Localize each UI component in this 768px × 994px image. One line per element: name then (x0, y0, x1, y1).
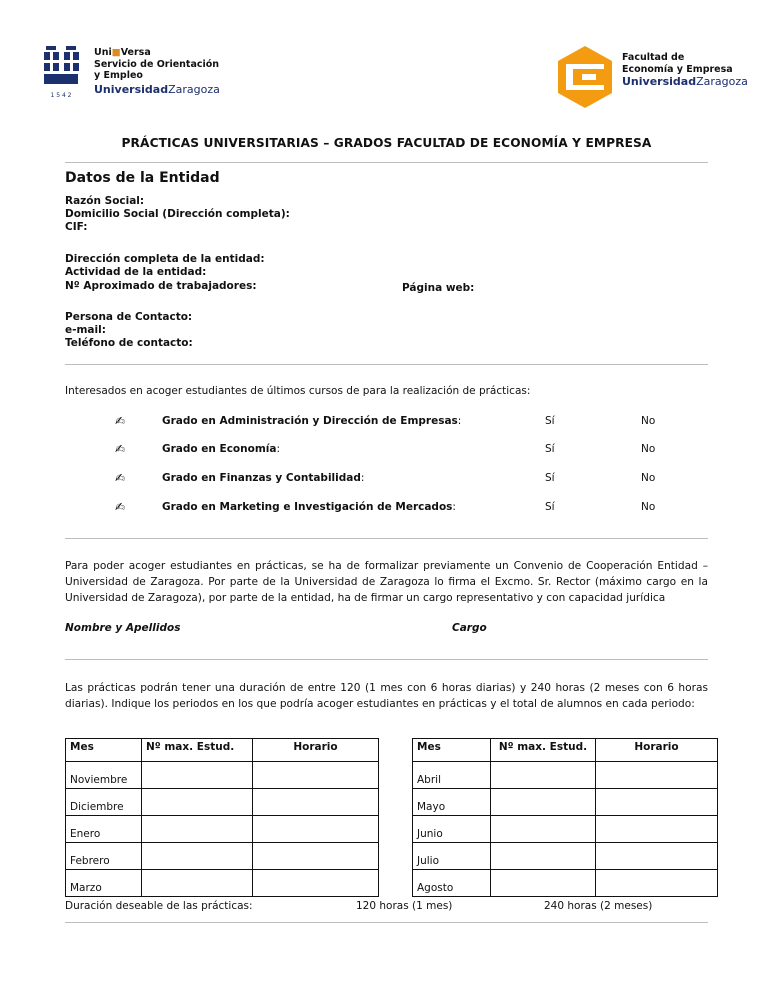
schedule-cell[interactable] (253, 843, 379, 870)
field-direccion: Dirección completa de la entidad: (65, 253, 265, 265)
option-no[interactable]: No (641, 472, 656, 484)
degree-row (115, 415, 675, 431)
cargo-label: Cargo (452, 622, 487, 634)
signature-labels (65, 622, 708, 634)
faculty-logo-text (622, 52, 748, 88)
field-telefono: Teléfono de contacto: (65, 337, 193, 349)
option-yes[interactable]: Sí (545, 443, 555, 455)
left-university-name: UniversidadZaragoza (94, 82, 220, 96)
divider (65, 364, 708, 365)
universa-line2: Servicio de Orientación (94, 58, 220, 70)
faculty-logo-icon (556, 44, 614, 110)
option-no[interactable]: No (641, 443, 656, 455)
max-students-cell[interactable] (142, 816, 253, 843)
svg-text:1 5 4 2: 1 5 4 2 (50, 92, 72, 99)
max-students-cell[interactable] (491, 762, 596, 789)
max-students-cell[interactable] (491, 870, 596, 897)
month-label: Marzo (66, 870, 142, 897)
schedule-cell[interactable] (253, 789, 379, 816)
header-mes: Mes (66, 739, 142, 762)
duration-label: Duración deseable de las prácticas: (65, 900, 253, 912)
right-university-name: UniversidadZaragoza (622, 75, 748, 88)
universa-line3: y Empleo (94, 70, 143, 81)
checkbox-icon[interactable]: ✍ (115, 414, 126, 428)
faculty-line2: Economía y Empresa (622, 64, 733, 75)
header-horario: Horario (253, 739, 379, 762)
universa-logo-text (94, 47, 220, 95)
schedule-cell[interactable] (596, 816, 718, 843)
interest-intro: Interesados en acoger estudiantes de últimos cursos de para la realización de prácticas: (65, 385, 531, 397)
divider (65, 162, 708, 163)
duration-option-2[interactable]: 240 horas (2 meses) (544, 900, 653, 912)
max-students-cell[interactable] (491, 843, 596, 870)
month-label: Junio (413, 816, 491, 843)
field-domicilio: Domicilio Social (Dirección completa): (65, 208, 290, 220)
divider (65, 659, 708, 660)
faculty-line1: Facultad de (622, 52, 685, 63)
month-label: Febrero (66, 843, 142, 870)
degree-name: Grado en Economía: (162, 443, 280, 455)
agreement-paragraph: Para poder acoger estudiantes en prácticas, se ha de formalizar previamente un Convenio de Cooperación Entidad – Universidad de Zaragoza. Por parte de la Universidad de Zaragoza lo firma el Excmo. Sr. Rector (máximo cargo en la Universidad de Zaragoza), por parte de la entidad, ha de firmar un cargo representativo y con capacidad jurídica (65, 560, 708, 604)
header-max-students: Nº max. Estud. (142, 739, 253, 762)
schedule-cell[interactable] (596, 870, 718, 897)
schedule-cell[interactable] (253, 762, 379, 789)
entity-section-title: Datos de la Entidad (65, 170, 220, 186)
option-yes[interactable]: Sí (545, 501, 555, 513)
schedule-cell[interactable] (596, 789, 718, 816)
degree-name: Grado en Marketing e Investigación de Mercados: (162, 501, 456, 513)
field-trabajadores: Nº Aproximado de trabajadores: (65, 280, 257, 292)
document-title: PRÁCTICAS UNIVERSITARIAS – GRADOS FACULTAD DE ECONOMÍA Y EMPRESA (121, 136, 652, 150)
month-label: Agosto (413, 870, 491, 897)
header-horario: Horario (596, 739, 718, 762)
field-cif: CIF: (65, 221, 88, 233)
max-students-cell[interactable] (142, 789, 253, 816)
max-students-cell[interactable] (491, 789, 596, 816)
month-label: Abril (413, 762, 491, 789)
universa-name: Uni■Versa (94, 47, 151, 58)
schedule-cell[interactable] (253, 870, 379, 897)
months-table-left (65, 738, 379, 897)
header-max-students: Nº max. Estud. (491, 739, 596, 762)
month-label: Diciembre (66, 789, 142, 816)
field-web: Página web: (402, 282, 475, 294)
max-students-cell[interactable] (142, 870, 253, 897)
degree-row (115, 501, 675, 517)
max-students-cell[interactable] (491, 816, 596, 843)
degree-name: Grado en Finanzas y Contabilidad: (162, 472, 365, 484)
option-no[interactable]: No (641, 415, 656, 427)
degree-row (115, 472, 675, 488)
schedule-cell[interactable] (596, 843, 718, 870)
option-no[interactable]: No (641, 501, 656, 513)
field-email: e-mail: (65, 324, 106, 336)
months-table-right (412, 738, 718, 897)
field-contacto: Persona de Contacto: (65, 311, 193, 323)
month-label: Enero (66, 816, 142, 843)
schedule-cell[interactable] (253, 816, 379, 843)
option-yes[interactable]: Sí (545, 472, 555, 484)
month-label: Noviembre (66, 762, 142, 789)
field-razon-social: Razón Social: (65, 195, 145, 207)
periods-paragraph: Las prácticas podrán tener una duración de entre 120 (1 mes con 6 horas diarias) y 240 horas (2 meses con 6 horas diarias). Indique los periodos en los que podría acoger estudiantes en prácticas y el total de alumnos en cada periodo: (65, 682, 708, 710)
header-mes: Mes (413, 739, 491, 762)
max-students-cell[interactable] (142, 843, 253, 870)
degree-row (115, 443, 675, 459)
divider (65, 538, 708, 539)
max-students-cell[interactable] (142, 762, 253, 789)
checkbox-icon[interactable]: ✍ (115, 442, 126, 456)
divider (65, 922, 708, 923)
name-label: Nombre y Apellidos (65, 622, 181, 634)
checkbox-icon[interactable]: ✍ (115, 500, 126, 514)
option-yes[interactable]: Sí (545, 415, 555, 427)
month-label: Mayo (413, 789, 491, 816)
month-label: Julio (413, 843, 491, 870)
schedule-cell[interactable] (596, 762, 718, 789)
university-crest-icon (40, 44, 82, 100)
checkbox-icon[interactable]: ✍ (115, 471, 126, 485)
degree-name: Grado en Administración y Dirección de Empresas: (162, 415, 462, 427)
duration-option-1[interactable]: 120 horas (1 mes) (356, 900, 453, 912)
field-actividad: Actividad de la entidad: (65, 266, 207, 278)
